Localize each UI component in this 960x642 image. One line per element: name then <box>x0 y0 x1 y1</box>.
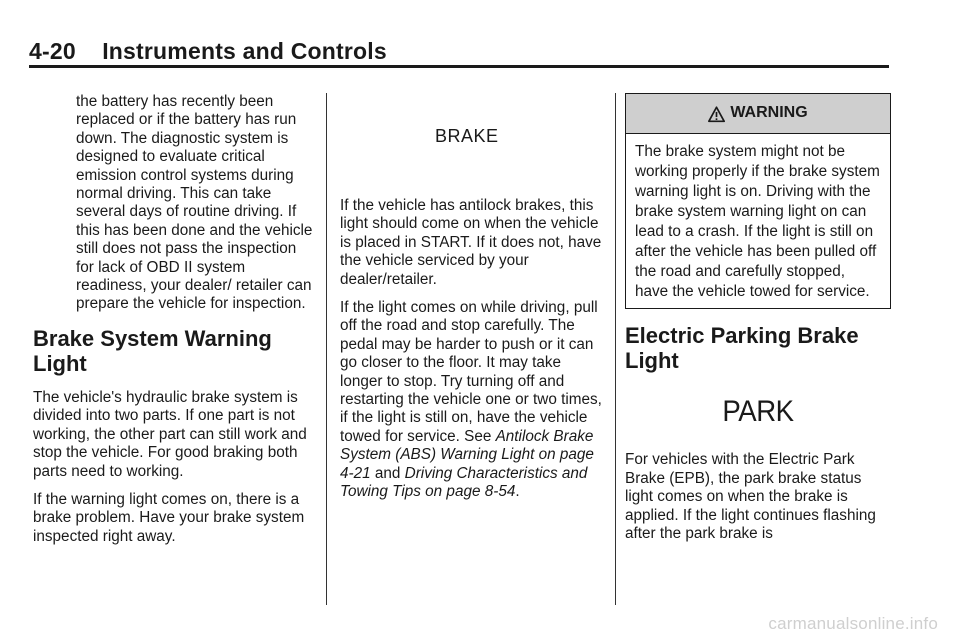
warning-icon <box>708 106 725 123</box>
period-text: . <box>515 483 520 501</box>
brake-warning-heading: Brake System Warning Light <box>33 325 272 376</box>
section-title: Instruments and Controls <box>102 38 387 64</box>
abs-link[interactable]: Antilock Brake System (ABS) Warning Light on page 4-21 <box>340 427 594 482</box>
epb-paragraph: For vehicles with the Electric Park Brake (EPB), the park brake status light comes on when the brake is applied. If the light continues flashing after the park brake is <box>625 451 876 543</box>
brake-symbol: BRAKE <box>435 126 499 146</box>
column-divider-2 <box>615 93 616 605</box>
column-middle <box>340 197 606 512</box>
column-divider-1 <box>326 93 327 605</box>
page-header <box>29 38 891 66</box>
brake-paragraph-1: The vehicle's hydraulic brake system is divided into two parts. If one part is not working, the other part can still work and stop the vehicle. For good braking both parts need to working. <box>33 388 307 480</box>
driving-text: If the light comes on while driving, pull off the road and stop carefully. The pedal may be harder to push or it can go closer to the floor. It may take longer to stop. Try turning off and restarting the vehicle one or two times, if the light is still on, have the vehicle towed for service. See <box>340 299 602 445</box>
continued-paragraph: the battery has recently been replaced or if the battery has run down. The diagnostic system is designed to evaluate critical emission control systems during normal driving. This can take several days of routine driving. If this has been done and the vehicle still does not pass the inspection for lack of OBD II system readiness, your dealer/ retailer can prepare the vehicle for inspection. <box>76 93 313 313</box>
watermark: carmanualsonline.info <box>768 614 938 633</box>
column-right <box>625 93 891 553</box>
abs-paragraph: If the vehicle has antilock brakes, this light should come on when the vehicle is placed in START. If it does not, have the vehicle serviced by your dealer/retailer. <box>340 197 602 288</box>
towing-link[interactable]: Driving Characteristics and Towing Tips on page 8-54 <box>340 464 588 501</box>
brake-paragraph-2: If the warning light comes on, there is a brake problem. Have your brake system inspected right away. <box>33 490 305 545</box>
and-text: and <box>374 464 401 482</box>
column-left <box>33 93 315 556</box>
parking-brake-heading: Electric Parking Brake Light <box>625 323 859 373</box>
warning-title: WARNING <box>730 104 808 122</box>
page-number: 4-20 <box>29 38 76 64</box>
park-symbol: PARK <box>722 395 794 428</box>
warning-header <box>626 94 890 134</box>
header-rule <box>29 65 889 68</box>
warning-box <box>625 93 891 309</box>
driving-paragraph <box>340 299 606 501</box>
warning-text: The brake system might not be working properly if the brake system warning light is on. Driving with the brake system warning light on can lead to a crash. If the light is still on after the vehicle has been pulled off the road and carefully stopped, have the vehicle towed for service. <box>635 143 880 300</box>
page-header-text <box>29 38 387 65</box>
